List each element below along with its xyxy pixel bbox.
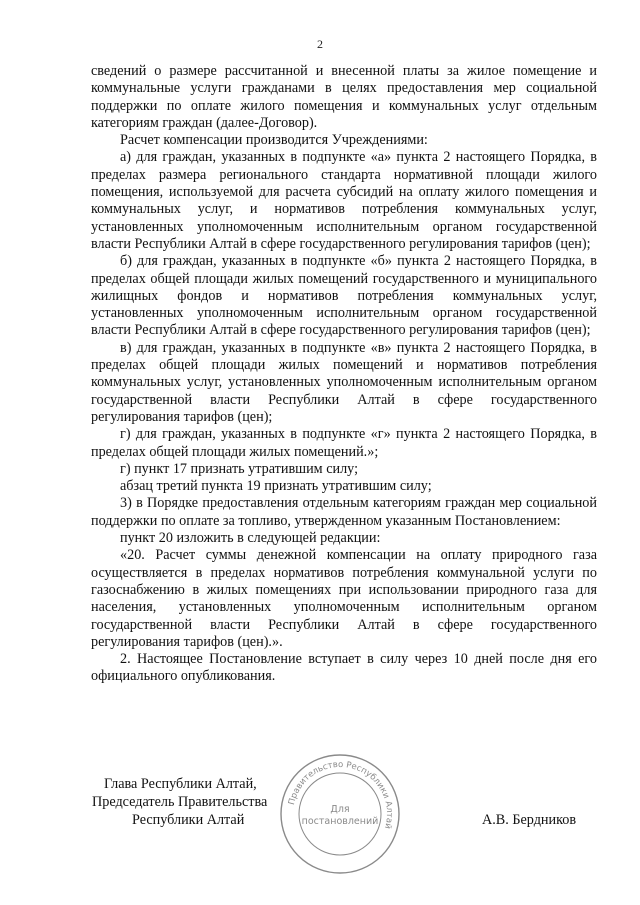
paragraph-fuel-order: 3) в Порядке предоставления отдельным категориям граждан мер социальной поддержки по оплате за топливо, утвержденном указанным Постановлением: — [91, 495, 597, 529]
paragraph-point-19: абзац третий пункта 19 признать утратившим силу; — [120, 478, 432, 495]
paragraph-point-17: г) пункт 17 признать утратившим силу; — [120, 460, 359, 477]
paragraph-point-20-intro: пункт 20 изложить в следующей редакции: — [120, 530, 381, 547]
stamp-center-line2: постановлений — [301, 816, 379, 827]
paragraph-point-20-text: «20. Расчет суммы денежной компенсации на оплату природного газа осуществляется в пределах нормативов потребления коммунальной услуги по газоснабжению в жилых помещениях при использовании природного газа для населения, установленных уполномоченным исполнительным органом государственной власти Республики Алтай в сфере государственного регулирования тарифов (цен).». — [91, 547, 597, 650]
official-stamp — [278, 752, 402, 876]
paragraph-item-a: а) для граждан, указанных в подпункте «а» пункта 2 настоящего Порядка, в пределах размера регионального стандарта нормативной площади жилого помещения, используемой для расчета субсидий на оплату жилого помещения и коммунальных услуг, и нормативов потребления коммунальных услуг, установленных уполномоченным исполнительным органом государственной власти Республики Алтай в сфере государственного регулирования тарифов (цен); — [91, 149, 597, 252]
signatory-title-line1: Глава Республики Алтай, — [104, 776, 257, 792]
signatory-title-line3: Республики Алтай — [132, 812, 245, 828]
stamp-center-line1: Для — [330, 804, 350, 815]
signatory-name: А.В. Бердников — [482, 812, 577, 828]
signatory-title-line2: Председатель Правительства — [92, 794, 268, 810]
document-body — [91, 63, 597, 686]
page-number: 2 — [317, 37, 323, 51]
stamp-ring-text: Правительство Республики Алтай — [286, 759, 395, 830]
paragraph-item-v: в) для граждан, указанных в подпункте «в» пункта 2 настоящего Порядка, в пределах общей площади жилых помещений и нормативов потребления коммунальных услуг, установленных уполномоченным исполнительным органом государственной власти Республики Алтай в сфере государственного регулирования тарифов (цен); — [91, 339, 597, 425]
paragraph-compensation-calc: Расчет компенсации производится Учреждениями: — [120, 132, 428, 149]
paragraph-item-g: г) для граждан, указанных в подпункте «г» пункта 2 настоящего Порядка, в пределах общей площади жилых помещений.»; — [91, 426, 597, 460]
paragraph-item-b: б) для граждан, указанных в подпункте «б» пункта 2 настоящего Порядка, в пределах общей площади жилых помещений государственного и муниципального жилищных фондов и нормативов потребления коммунальных услуг, установленных уполномоченным исполнительным органом государственной власти Республики Алтай в сфере государственного регулирования тарифов (цен); — [91, 253, 597, 339]
paragraph-continuation: сведений о размере рассчитанной и внесенной платы за жилое помещение и коммунальные услуги гражданами в целях предоставления мер социальной поддержки по оплате жилого помещения и коммунальных услуг отдельным категориям граждан (далее-Договор). — [91, 63, 597, 131]
paragraph-effective-date: 2. Настоящее Постановление вступает в силу через 10 дней после дня его официального опубликования. — [91, 651, 597, 685]
